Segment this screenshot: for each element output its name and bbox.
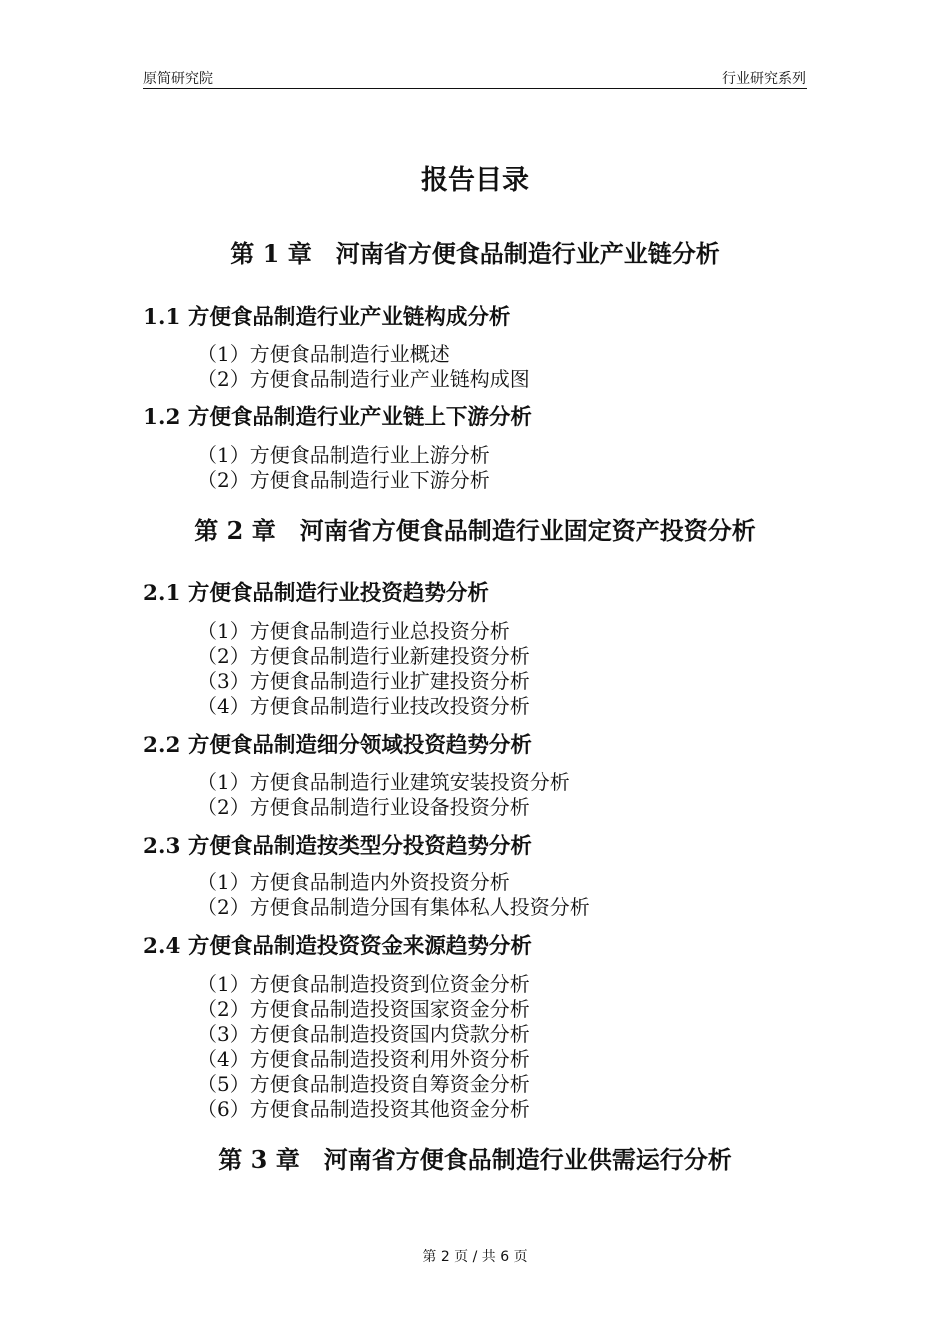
section-2-1-heading: 2.1 方便食品制造行业投资趋势分析 [143, 581, 489, 606]
page-title: 报告目录 [421, 165, 529, 196]
section-2-4-heading: 2.4 方便食品制造投资资金来源趋势分析 [143, 934, 532, 959]
header-org: 原简研究院 [143, 71, 213, 87]
toc-item: （2）方便食品制造行业设备投资分析 [197, 795, 530, 819]
section-2-2-heading: 2.2 方便食品制造细分领域投资趋势分析 [143, 733, 532, 758]
toc-item: （1）方便食品制造投资到位资金分析 [197, 972, 530, 996]
toc-item: （1）方便食品制造行业建筑安装投资分析 [197, 770, 570, 794]
toc-item: （2）方便食品制造分国有集体私人投资分析 [197, 895, 590, 919]
toc-item: （2）方便食品制造行业下游分析 [197, 468, 490, 492]
toc-item: （4）方便食品制造行业技改投资分析 [197, 694, 530, 718]
toc-item: （1）方便食品制造内外资投资分析 [197, 870, 510, 894]
toc-item: （2）方便食品制造投资国家资金分析 [197, 997, 530, 1021]
chapter-1-heading: 第 1 章 河南省方便食品制造行业产业链分析 [230, 239, 720, 268]
toc-item: （1）方便食品制造行业上游分析 [197, 443, 490, 467]
toc-item: （1）方便食品制造行业概述 [197, 342, 450, 366]
chapter-3-heading: 第 3 章 河南省方便食品制造行业供需运行分析 [218, 1145, 732, 1174]
toc-item: （4）方便食品制造投资利用外资分析 [197, 1047, 530, 1071]
toc-item: （6）方便食品制造投资其他资金分析 [197, 1097, 530, 1121]
toc-item: （2）方便食品制造行业产业链构成图 [197, 367, 530, 391]
header-series: 行业研究系列 [722, 71, 806, 87]
section-2-3-heading: 2.3 方便食品制造按类型分投资趋势分析 [143, 834, 532, 859]
section-1-1-heading: 1.1 方便食品制造行业产业链构成分析 [143, 305, 511, 330]
toc-item: （5）方便食品制造投资自筹资金分析 [197, 1072, 530, 1096]
toc-item: （1）方便食品制造行业总投资分析 [197, 619, 510, 643]
page-number: 第 2 页 / 共 6 页 [422, 1249, 528, 1265]
toc-item: （2）方便食品制造行业新建投资分析 [197, 644, 530, 668]
toc-item: （3）方便食品制造投资国内贷款分析 [197, 1022, 530, 1046]
header-divider [143, 88, 807, 89]
chapter-2-heading: 第 2 章 河南省方便食品制造行业固定资产投资分析 [194, 516, 756, 545]
section-1-2-heading: 1.2 方便食品制造行业产业链上下游分析 [143, 405, 532, 430]
toc-item: （3）方便食品制造行业扩建投资分析 [197, 669, 530, 693]
